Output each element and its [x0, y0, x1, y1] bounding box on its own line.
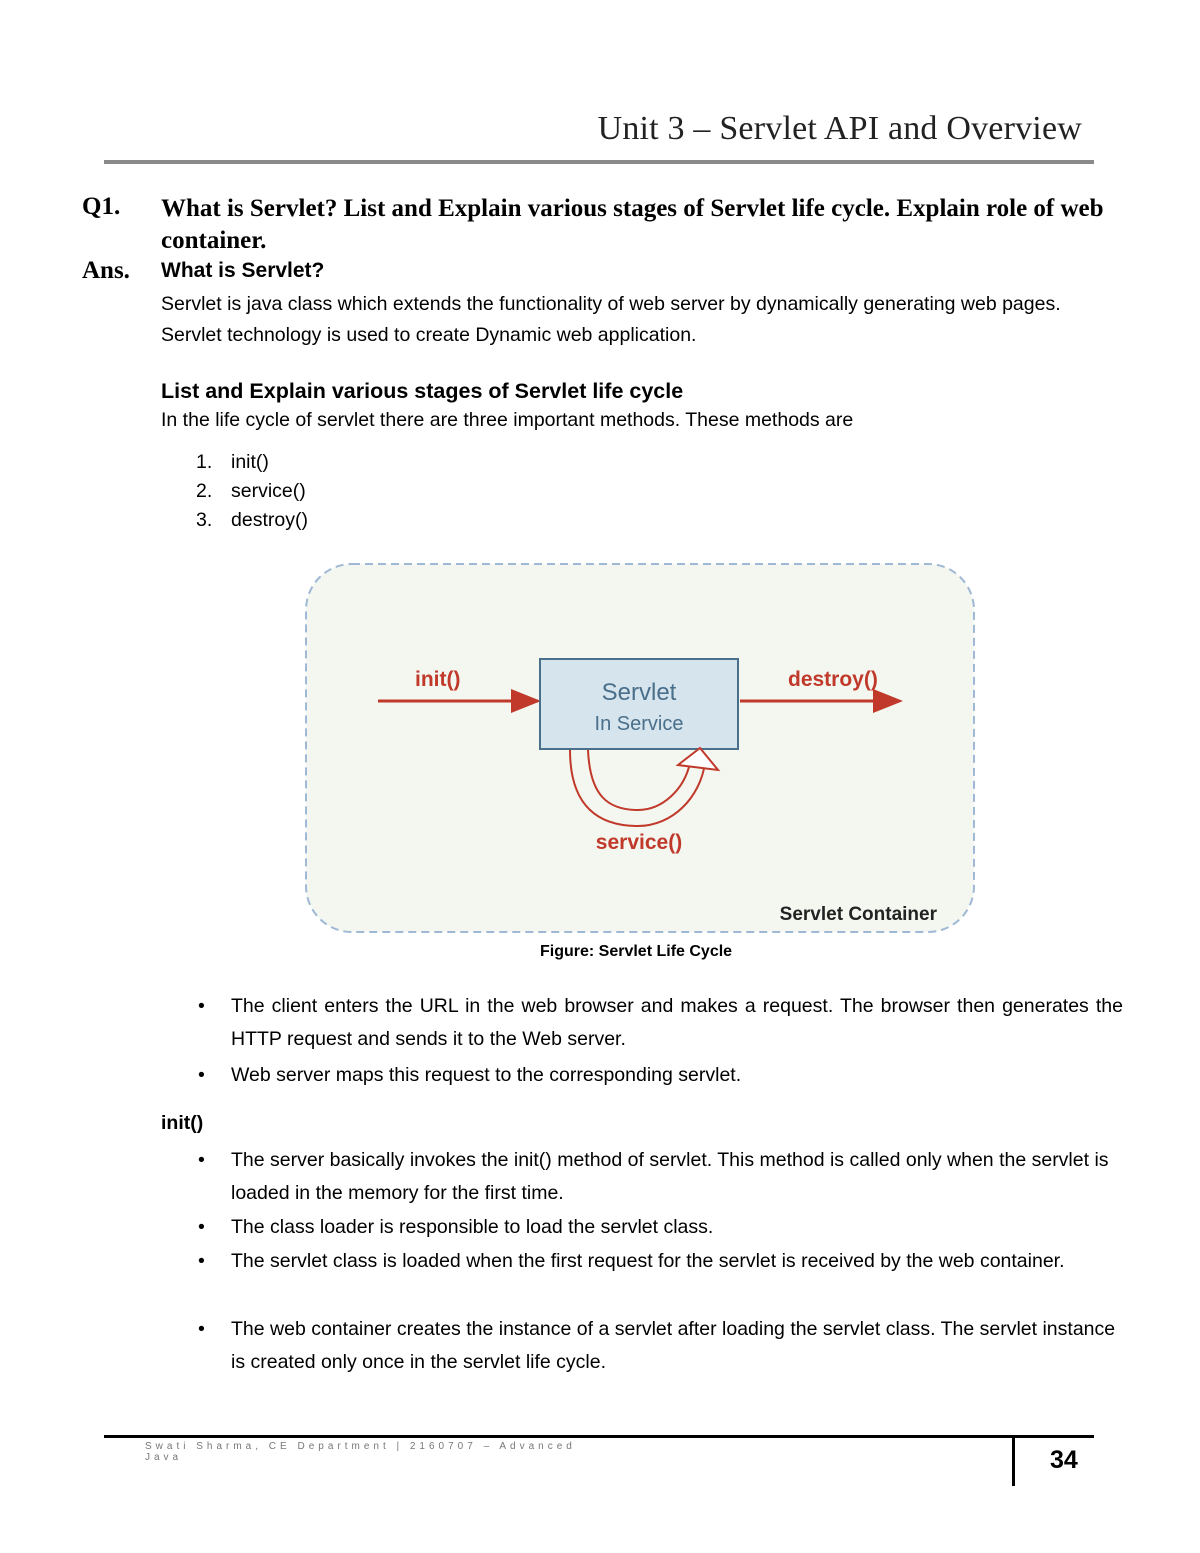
bullet-text: The servlet class is loaded when the first request for the servlet is received by the web container.: [231, 1250, 1065, 1272]
list-number: 2.: [196, 480, 213, 502]
method-name: service(): [231, 480, 306, 502]
bullet-text: Web server maps this request to the corresponding servlet.: [231, 1064, 742, 1086]
answer-label: Ans.: [82, 257, 130, 284]
servlet-container-label: Servlet Container: [779, 904, 937, 925]
method-name: destroy(): [231, 509, 308, 531]
figure-caption: Figure: Servlet Life Cycle: [540, 943, 733, 960]
bullet-icon: •: [198, 1216, 205, 1238]
footer-separator: [1012, 1438, 1015, 1486]
list-number: 3.: [196, 509, 213, 531]
unit-title: Unit 3 – Servlet API and Overview: [597, 110, 1082, 147]
bullet-icon: •: [198, 1149, 205, 1171]
method-name: init(): [231, 451, 269, 473]
method-list-item: [196, 451, 269, 474]
servlet-definition: Servlet is java class which extends the functionality of web server by dynamically generating web pages. Servlet technology is used to create Dynamic web application.: [161, 293, 1061, 346]
method-list-item: [196, 509, 308, 532]
question-label: Q1.: [82, 193, 121, 220]
life-cycle-heading: List and Explain various stages of Servlet life cycle: [161, 379, 684, 403]
bullet-item: [198, 1211, 1123, 1244]
bullet-item: [198, 1245, 1123, 1278]
question-text: What is Servlet? List and Explain various stages of Servlet life cycle. Explain role of web container.: [161, 195, 1104, 254]
page-number: 34: [1050, 1446, 1078, 1474]
footer-text: Swati Sharma, CE Department | 2160707 – Advanced Java: [145, 1441, 576, 1463]
bullet-text: The client enters the URL in the web browser and makes a request. The browser then generates the HTTP request and sends it to the Web server.: [231, 995, 1123, 1050]
list-number: 1.: [196, 451, 213, 473]
bullet-icon: •: [198, 1318, 205, 1340]
destroy-label: destroy(): [788, 668, 878, 691]
bullet-item: [198, 1059, 1123, 1092]
servlet-life-cycle-diagram: [300, 558, 980, 938]
in-service-label: In Service: [594, 713, 684, 735]
bullet-item: [198, 1313, 1123, 1379]
servlet-label: Servlet: [601, 679, 677, 706]
bullet-item: [198, 990, 1123, 1056]
bullet-text: The class loader is responsible to load the servlet class.: [231, 1216, 714, 1238]
init-section-heading: init(): [161, 1112, 204, 1134]
bullet-text: The server basically invokes the init() method of servlet. This method is called only when the servlet is loaded in the memory for the first time.: [231, 1149, 1109, 1204]
bullet-icon: •: [198, 995, 205, 1017]
header-divider: [104, 160, 1094, 164]
bullet-text: The web container creates the instance of a servlet after loading the servlet class. The servlet instance is created only once in the servlet life cycle.: [231, 1318, 1116, 1373]
bullet-icon: •: [198, 1250, 205, 1272]
bullet-item: [198, 1144, 1123, 1210]
method-list-item: [196, 480, 306, 503]
init-label: init(): [415, 668, 461, 691]
footer-divider: [104, 1435, 1094, 1438]
life-cycle-intro: In the life cycle of servlet there are three important methods. These methods are: [161, 409, 854, 431]
bullet-icon: •: [198, 1064, 205, 1086]
service-label: service(): [595, 831, 683, 854]
what-is-servlet-heading: What is Servlet?: [161, 259, 325, 282]
